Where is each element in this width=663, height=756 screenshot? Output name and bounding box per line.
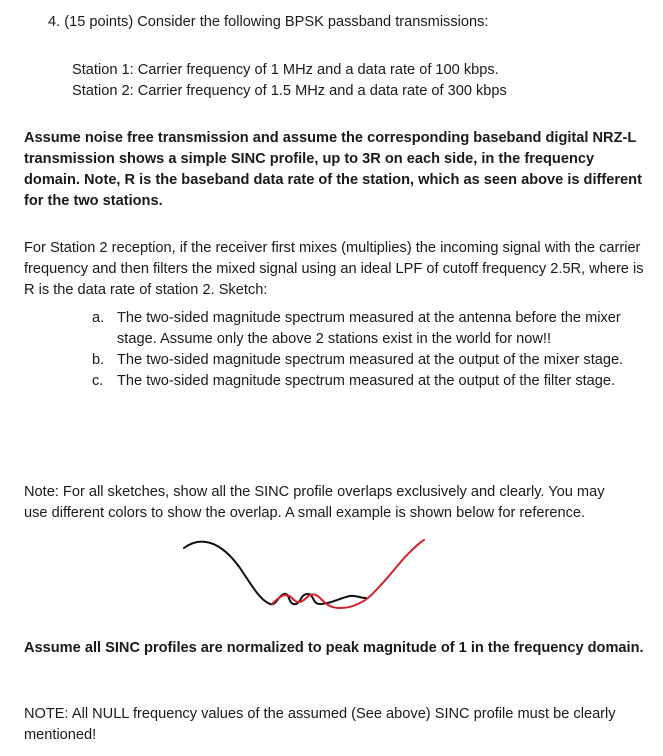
- assumption-paragraph: Assume noise free transmission and assume the corresponding baseband digital NRZ-L transmission shows a simple SINC profile, up to 3R on each side, in the frequency domain. Note, R is the baseband data rate of the station, which as seen above is different for the two stations.: [24, 130, 642, 209]
- sketch-note-paragraph: Note: For all sketches, show all the SINC profile overlaps exclusively and clearly. You may use different colors to show the overlap. A small example is shown below for reference.: [24, 484, 605, 521]
- normalization-paragraph: Assume all SINC profiles are normalized to peak magnitude of 1 in the frequency domain.: [24, 640, 644, 656]
- part-c-marker: c.: [92, 373, 104, 389]
- station-1-label: Station 1:: [72, 62, 134, 78]
- null-note-paragraph: NOTE: All NULL frequency values of the assumed (See above) SINC profile must be clearly mentioned!: [24, 706, 616, 743]
- part-b-text: The two-sided magnitude spectrum measured at the output of the mixer stage.: [117, 352, 624, 368]
- task-intro-paragraph: For Station 2 reception, if the receiver first mixes (multiplies) the incoming signal with the carrier frequency and then filters the mixed signal using an ideal LPF of cutoff frequency 2.5R, where is R is the data rate of station 2. Sketch:: [24, 240, 644, 298]
- station-1: [72, 60, 507, 81]
- part-b: [92, 350, 632, 371]
- part-c-text: The two-sided magnitude spectrum measured at the output of the filter stage.: [117, 373, 616, 389]
- part-a: [92, 308, 632, 350]
- question-heading-text: (15 points) Consider the following BPSK passband transmissions:: [64, 14, 489, 30]
- part-a-text: The two-sided magnitude spectrum measured at the antenna before the mixer stage. Assume only the above 2 stations exist in the world for now!!: [117, 310, 621, 347]
- station-2: [72, 81, 507, 102]
- question-number: 4.: [48, 14, 61, 30]
- station-1-text: Carrier frequency of 1 MHz and a data rate of 100 kbps.: [137, 62, 499, 78]
- station-2-label: Station 2:: [72, 83, 134, 99]
- stations-list: [72, 60, 507, 102]
- black-sinc-curve: [184, 542, 366, 605]
- question-heading: [48, 12, 488, 33]
- station-2-text: Carrier frequency of 1.5 MHz and a data rate of 300 kbps: [137, 83, 507, 99]
- part-c: [92, 371, 632, 392]
- parts-list: [92, 308, 632, 392]
- red-sinc-curve: [272, 540, 424, 608]
- part-b-marker: b.: [92, 352, 105, 368]
- part-a-marker: a.: [92, 310, 105, 326]
- sinc-overlap-example-sketch: [180, 528, 440, 628]
